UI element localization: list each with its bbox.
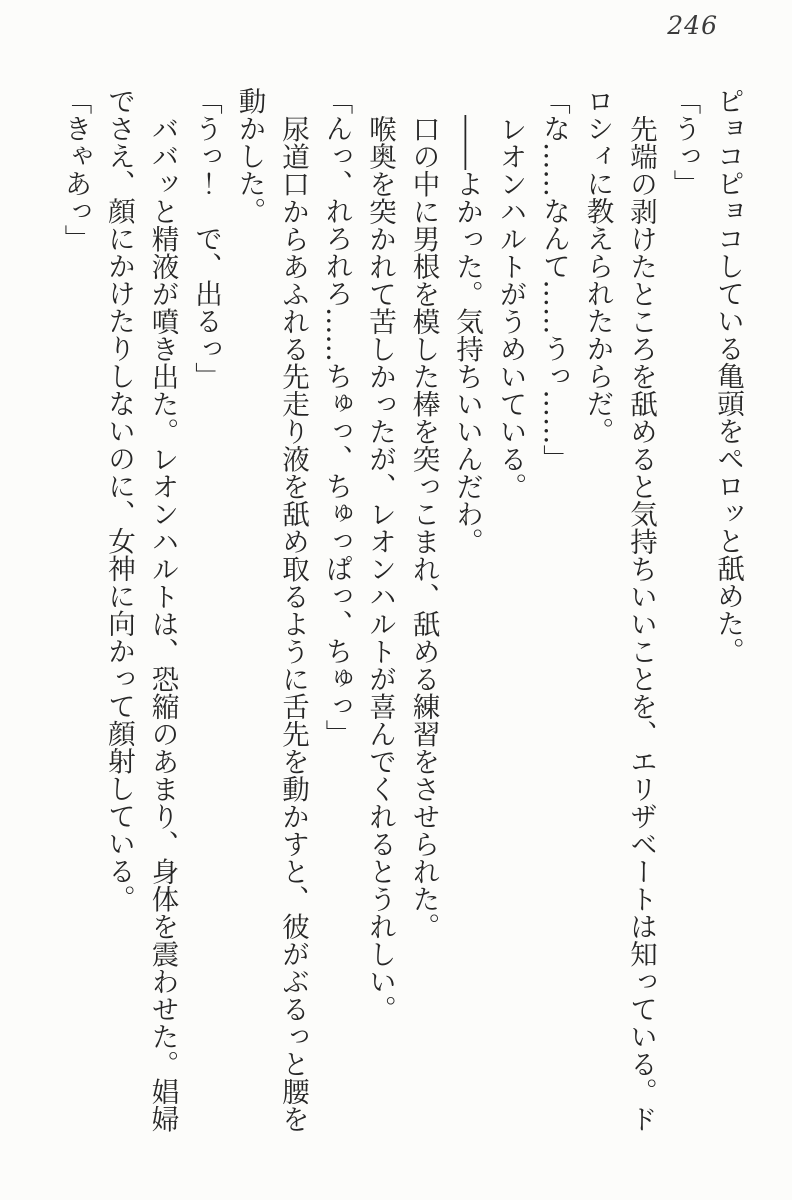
dialogue-line: 「きゃあっ」 xyxy=(59,87,92,252)
paragraph: レオンハルトがうめいている。 xyxy=(494,114,527,500)
dialogue-line: 「うっ」 xyxy=(668,87,701,197)
page-text xyxy=(53,87,749,1132)
dialogue-line: 「な……なんて……うっ……」 xyxy=(538,87,570,472)
dialogue-line: 「んっ、れろれろ……ちゅっ、ちゅっぱっ、ちゅっ」 xyxy=(320,87,353,747)
paragraph: 先端の剥けたところを舐めると気持ちいいことを、エリザベートは知っている。ドロシィに教えられたからだ。 xyxy=(581,87,657,1132)
paragraph: ババッと精液が噴き出た。レオンハルトは、恐縮のあまり、身体を震わせた。娼婦でさえ、顔にかけたりしないのに、女神に向かって顔射している。 xyxy=(103,87,179,1132)
paragraph: 尿道口からあふれる先走り液を舐め取るように舌先を動かすと、彼がぶるっと腰を動かした。 xyxy=(233,87,309,1132)
paragraph: 口の中に男根を模した棒を突っこまれ、舐める練習をさせられた。 xyxy=(407,114,440,940)
page-number: 246 xyxy=(667,11,718,40)
paragraph: ピョコピョコしている亀頭をペロッと舐めた。 xyxy=(712,87,744,665)
paragraph: 喉奥を突かれて苦しかったが、レオンハルトが喜んでくれるとうれしい。 xyxy=(364,114,396,1022)
dialogue-line: 「うっ！ で、出るっ」 xyxy=(190,87,222,390)
paragraph: ――よかった。気持ちいいんだわ。 xyxy=(451,114,483,555)
